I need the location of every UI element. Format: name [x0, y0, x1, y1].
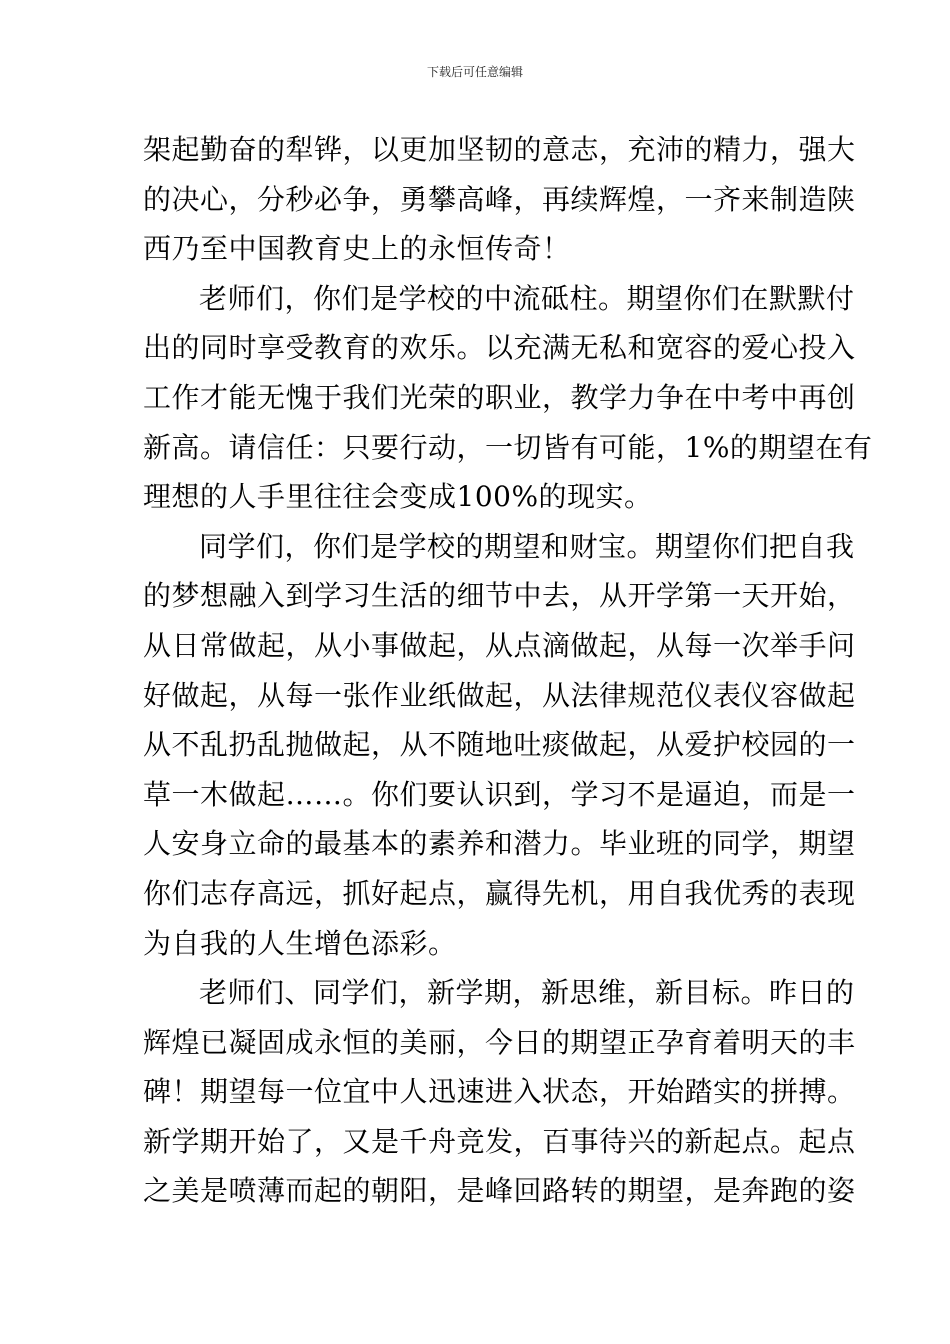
text-line: 碑！期望每一位宜中人迅速进入状态，开始踏实的拼搏。 [143, 1075, 856, 1109]
text-line: 的决心，分秒必争，勇攀高峰，再续辉煌，一齐来制造陕 [143, 182, 856, 216]
page-header-note: 下载后可任意编辑 [426, 65, 523, 79]
document-body [143, 125, 873, 1216]
text-line: 出的同时享受教育的欢乐。以充满无私和宽容的爱心投入 [143, 331, 856, 365]
text-line: 从日常做起，从小事做起，从点滴做起，从每一次举手问 [143, 628, 856, 662]
text-line: 辉煌已凝固成永恒的美丽，今日的期望正孕育着明天的丰 [143, 1025, 856, 1059]
text-line: 新学期开始了，又是千舟竞发，百事待兴的新起点。起点 [143, 1124, 856, 1158]
text-line: 之美是喷薄而起的朝阳，是峰回路转的期望，是奔跑的姿 [143, 1174, 856, 1208]
text-line: 好做起，从每一张作业纸做起，从法律规范仪表仪容做起 [143, 678, 856, 712]
text-line: 你们志存高远，抓好起点，赢得先机，用自我优秀的表现 [143, 876, 856, 910]
text-line: 工作才能无愧于我们光荣的职业，教学力争在中考中再创 [143, 380, 856, 414]
text-line: 草一木做起……。你们要认识到，学习不是逼迫，而是一 [143, 777, 856, 811]
text-line: 为自我的人生增色添彩。 [143, 926, 457, 960]
text-line: 人安身立命的最基本的素养和潜力。毕业班的同学，期望 [143, 827, 856, 861]
text-line: 的梦想融入到学习生活的细节中去，从开学第一天开始， [143, 579, 856, 613]
text-line: 新高。请信任：只要行动，一切皆有可能，1%的期望在有 [143, 430, 873, 464]
text-line: 西乃至中国教育史上的永恒传奇！ [143, 232, 571, 266]
paragraph-4 [143, 968, 856, 1216]
text-line: 理想的人手里往往会变成100%的现实。 [143, 480, 653, 514]
text-line: 从不乱扔乱抛做起，从不随地吐痰做起，从爱护校园的一 [143, 728, 856, 762]
text-line: 架起勤奋的犁铧，以更加坚韧的意志，充沛的精力，强大 [143, 133, 856, 166]
paragraph-2 [143, 274, 873, 522]
paragraph-1 [143, 125, 856, 274]
text-line: 老师们，你们是学校的中流砥柱。期望你们在默默付 [199, 281, 855, 315]
text-line: 同学们，你们是学校的期望和财宝。期望你们把自我 [199, 529, 855, 563]
text-line: 老师们、同学们，新学期，新思维，新目标。昨日的 [199, 976, 855, 1010]
paragraph-3 [143, 522, 856, 968]
